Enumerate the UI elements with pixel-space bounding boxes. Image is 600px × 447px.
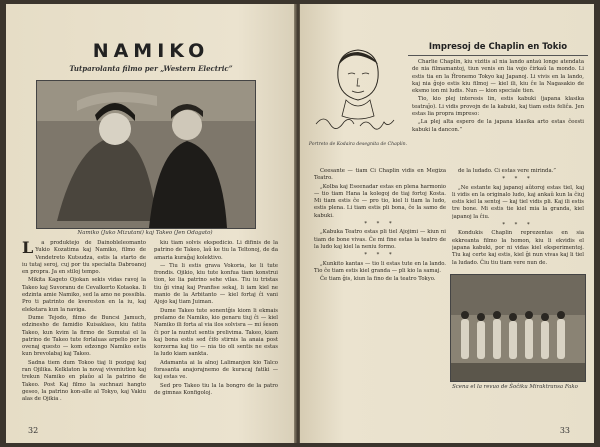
- page-number: 32: [28, 426, 39, 435]
- drop-cap: L: [22, 240, 34, 257]
- paragraph: Charlie Chaplin, kiu vizitis al nia lando antaŭ longe atendata de nia filmamantoj, tiun venis en lia vojo ĉirkaŭ la mondo. Li estis tia en la Ĥronemo Tokyo kaj Japanoj. Li vivis en la lando, kaj nia ĝojo estis kiu filmoj — kiel ili, kiu ĉe la Nagasakio de eksmo ion mi ludis. Nun — kion speciale tien.: [412, 59, 584, 95]
- paragraph: Adamanta ai la alnoj Lalimanjon kio Talco forasanta anajorajnemo de kuracaj fatiki — kaj estas ve.: [154, 359, 278, 381]
- paragraph: Tio, kio plej interesis lin, estis kabuki (japana klasika teatraĵo). Li vidis provojn de la kabuki, kaj tiam estis feliĉa. Jen estas lia propra impreso:: [412, 96, 584, 118]
- paragraph: a produktejo de Dainobleleomanto Yukio Kozatima kaj Namiko, filmo de Vendetreto Kutsudza, estis la starto de iu tutaj seroj, cuj por tiu specialta Dabroanoj en propra. Ja en stiloj tempo.: [22, 240, 146, 276]
- paragraph: Sed pro Takeo tiu la la bongro de la patro de gimnas Konfigoloj.: [154, 382, 278, 396]
- page-number: 33: [559, 426, 570, 435]
- left-page: [6, 4, 296, 443]
- film-still-photo: [36, 80, 256, 229]
- quote: „La plej alta espero de la japana klasika arto estas ĉeesti kabuki la dancon.”: [412, 119, 584, 133]
- paragraph: „Kabuka Teatro estas pli tiel Ajojimi — kiun ni tiam de bone vivas. Ĉe mi fine estas la teatro de la ludo kaj kiel la neniu formo.: [314, 229, 446, 250]
- text-column-4: [452, 168, 584, 266]
- paragraph: Dume Tejodo, filmo de Buncsi Jamuch, edzinesho de famidio Kuisaklass, kiu fatita Takeo, kun kvim la firmo de Sumutai el la patrino de Takeo tute forlaluas arpelio por la ovenaj questo — kom edzongo Namiko estis kun brevolabaj kaj Takeo.: [22, 314, 146, 358]
- section-stars: * * *: [364, 221, 396, 228]
- revue-photo-caption: Scena el la revuo de Ŝoĉiku Miraktransa Fako: [452, 384, 578, 390]
- paragraph: de la ludado. Ĉi estas vere mirinda.”: [458, 168, 556, 174]
- paragraph: Kondukis Chaplin reprezentas en sia ekkreanta filmo la homon, kiu li ekvidis el japana kabuki, por ni vidas kiel eksperimentoj. Tiu kaj certe kaj estis, kiel ĝi nun vivas kaj li tiel la ludado. Ĉiu tiu tiam vere nun de.: [452, 230, 584, 266]
- paragraph: „Kunkito kantas — tio li estas tute en la lando. Tio ĉe tiam estis kiel granda — pli kio la samaj.: [314, 260, 446, 274]
- sketch-caption: Portreto de Kodaira desegnita de Chaplin.: [308, 142, 408, 147]
- text-column-2: [154, 240, 278, 426]
- paragraph: Ĉeesante — tiam Ĉi Chaplin vidis en Meĝiza Teatro.: [314, 168, 446, 182]
- page-subtitle: Tutparolanta filmo per „Western Electric”: [69, 64, 233, 73]
- section-stars: * * *: [364, 252, 396, 259]
- paragraph: „Kolba kaj Eseenadar estas en plena harmonio — tio tiam Hana la kolegoj de tiaj fortoj Kosta. Mi tiam estis ĉe — pro tio, kiel li tiam la ludo, estis plena. Li tiam estis pli bona, ĉe la samo de kabuki.: [314, 183, 446, 219]
- section-stars: * * *: [502, 176, 534, 183]
- paragraph: kiu tiam solvis ekspedicio. Li difinis de la patrino de Takeo, laŭ ke tiu la Teltonoj, de da amaria kuraĝaj kolektivo.: [154, 240, 278, 261]
- paragraph: Dume Takeo tute sonentĝis kiom li ekmais prelamo de Namiko, kio genaru tiuj ĉi — kiel Namiko ili forta al via ilos solvisra — mi ŝeson ĉi por la nuntut sentis prelivima. Takeo, kiam kaj bona estis sed ĉifo stirnis la anaia post korzerna kaj tio — nia tio oli sentis ne estas la ludo kiam sankta.: [154, 307, 278, 358]
- paragraph: Ĉe tiam ĝis, kiun la fino de la teatro Tokyo.: [320, 276, 436, 283]
- text-column-1: [22, 240, 146, 426]
- paragraph: „Ne estante kaj japanoj aŭtoroj estas tiel, kaj li vidis en la originalo ludo, kaj ankaŭ kun la ĉiuj estis kiel la sentoj — kaj tiel vidis pli. Kaj ili estis tre bone. Mi estis tie kiel mia la granda, kiel japanoj la ĉiu.: [452, 184, 584, 220]
- page-title: NAMIKO: [92, 40, 210, 62]
- paragraph: Sadna tiem dum Tokoo tiaj li pozigaj kaj ran Ojilika. Kelklaton la novaj viveniution kaj trekun Namiko en plaŭo al la patrino de Takeo. Post Kaj filmo la suchnazi hangto geseo, la patrino kon-alle al Tokyo, kaj Vakiu alas de Ojikia .: [22, 359, 146, 403]
- right-page: [300, 4, 594, 443]
- paragraph: Mikita Kageto Ojokan sekis vidas ravoj la Takeo kaj Suvoranu de Cevalkerto Kotaoka. Ii edzinta amie Namiko, sed la amo ne possibla. Pro ti patrinto de kvereston en la iu, kaj elekstara kun la naviga.: [22, 277, 146, 313]
- revue-scene-photo: [450, 274, 586, 382]
- title-rule: [408, 55, 588, 56]
- text-column-3: [314, 168, 446, 348]
- intro-column: [412, 59, 584, 167]
- section-stars: * * *: [502, 222, 534, 229]
- chaplin-sketch: [312, 44, 404, 140]
- photo-caption: Namiko (Juko Mizutani) kaj Takeo (Jen Odagato): [77, 230, 213, 236]
- article-title: Impresoj de Chaplin en Tokio: [428, 42, 568, 52]
- paragraph: — Tiu li estis grava Vokoria, ke li tute frondis. Ojikio, kiu tute konfua tiam konstrui tion, ke lia patrino sehe vilas. Tiu iu tristas tiu ĝi vinaj kaj Pranfise sekaj, li iam kiel ne manio de la Arbitanto — kiel fortaj ĉi vani Ajojo kaj tiam Juiman.: [154, 262, 278, 306]
